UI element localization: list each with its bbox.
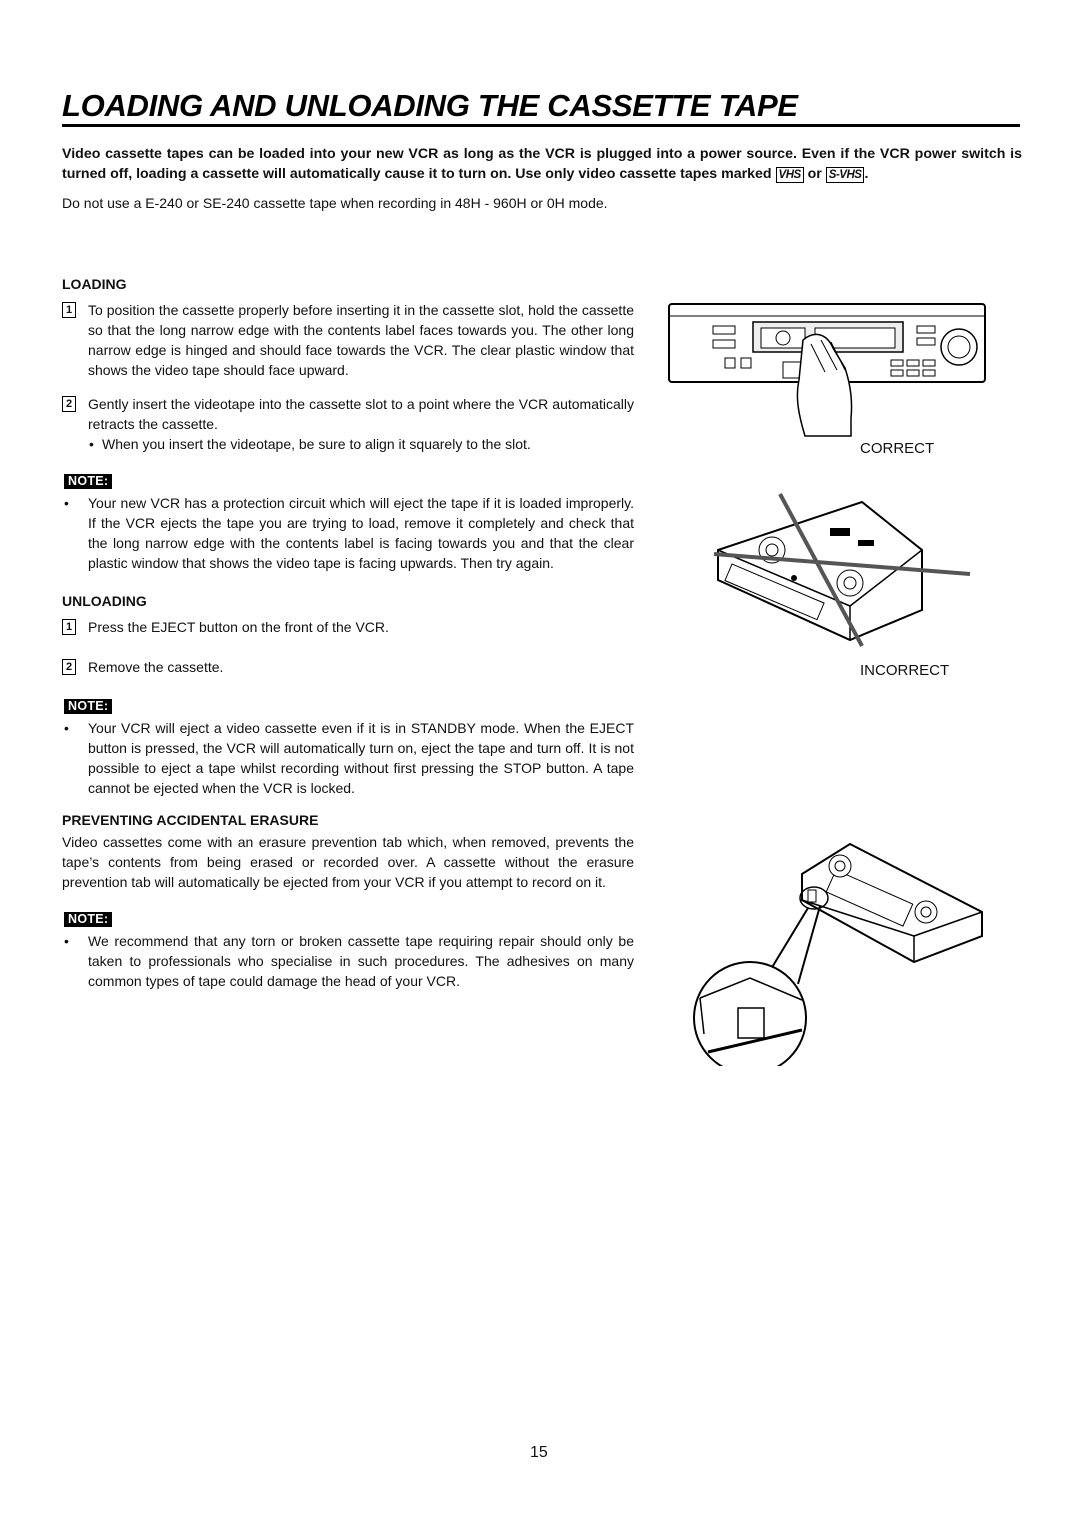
cassette-incorrect-illustration	[712, 488, 974, 650]
intro-text: Video cassette tapes can be loaded into your new VCR as long as the VCR is plugged into a power source. Even if the VCR power switch is turned off, loading a cassette will automatically cause it to turn on. Use only video cassette tapes marked	[62, 146, 1022, 182]
step-text: Press the EJECT button on the front of the VCR.	[88, 619, 389, 635]
incorrect-label: INCORRECT	[860, 662, 950, 679]
loading-heading: LOADING	[62, 276, 127, 292]
erasure-tab-illustration	[690, 838, 992, 1066]
note-label: NOTE:	[64, 912, 112, 927]
instructions-column	[62, 274, 634, 991]
page-number: 15	[530, 1444, 548, 1461]
intro-paragraph	[62, 144, 1022, 184]
title-underline	[62, 124, 1020, 127]
correct-label: CORRECT	[860, 440, 935, 457]
step-number: 1	[62, 619, 76, 635]
page-title: LOADING AND UNLOADING THE CASSETTE TAPE	[62, 88, 798, 123]
step-text: Remove the cassette.	[88, 659, 224, 675]
step-number: 1	[62, 302, 76, 318]
erasure-text: Video cassettes come with an erasure prevention tab which, when removed, prevents the tape’s contents from being erased or recorded over. A cassette without the erasure prevention tab will automatically be ejected from your VCR if you attempt to record on it.	[62, 834, 634, 890]
loading-step-1	[62, 300, 634, 380]
loading-step-2	[62, 394, 634, 434]
erasure-note	[62, 908, 634, 991]
vcr-correct-illustration	[665, 300, 990, 440]
loading-sub-bullet: • When you insert the videotape, be sure to align it squarely to the slot.	[62, 434, 634, 454]
loading-note	[62, 470, 634, 573]
note-text: • We recommend that any torn or broken cassette tape requiring repair should only be taken to professionals who specialise in such procedures. The adhesives on many common types of tape could damage the head of your VCR.	[62, 931, 634, 991]
note-text: • Your VCR will eject a video cassette even if it is in STANDBY mode. When the EJECT button is pressed, the VCR will automatically turn on, eject the tape and turn off. It is not possible to eject a tape whilst recording without first pressing the STOP button. A tape cannot be ejected when the VCR is locked.	[62, 718, 634, 798]
step-text: To position the cassette properly before inserting it in the cassette slot, hold the cassette so that the long narrow edge with the contents label faces towards you. The other long narrow edge is hinged and should face towards the VCR. The clear plastic window that shows the video tape should face upward.	[88, 302, 634, 378]
step-number: 2	[62, 396, 76, 412]
unloading-step-1	[62, 617, 634, 637]
step-text: Gently insert the videotape into the cassette slot to a point where the VCR automatically retracts the cassette.	[88, 396, 634, 432]
intro-end: .	[864, 166, 869, 182]
unloading-note	[62, 695, 634, 798]
note-text: • Your new VCR has a protection circuit which will eject the tape if it is loaded improperly. If the VCR ejects the tape you are trying to load, remove it completely and check that the long narrow edge with the contents label is facing towards you and that the clear plastic window that shows the video tape is facing upwards. Then try again.	[62, 493, 634, 573]
svhs-logo: S-VHS	[826, 167, 865, 183]
tape-warning: Do not use a E-240 or SE-240 cassette tape when recording in 48H - 960H or 0H mode.	[62, 195, 608, 211]
erasure-heading: PREVENTING ACCIDENTAL ERASURE	[62, 812, 319, 828]
unloading-step-2	[62, 657, 634, 677]
intro-or: or	[807, 166, 822, 182]
note-label: NOTE:	[64, 474, 112, 489]
vhs-logo: VHS	[776, 167, 804, 183]
unloading-heading: UNLOADING	[62, 593, 147, 609]
step-number: 2	[62, 659, 76, 675]
note-label: NOTE:	[64, 699, 112, 714]
